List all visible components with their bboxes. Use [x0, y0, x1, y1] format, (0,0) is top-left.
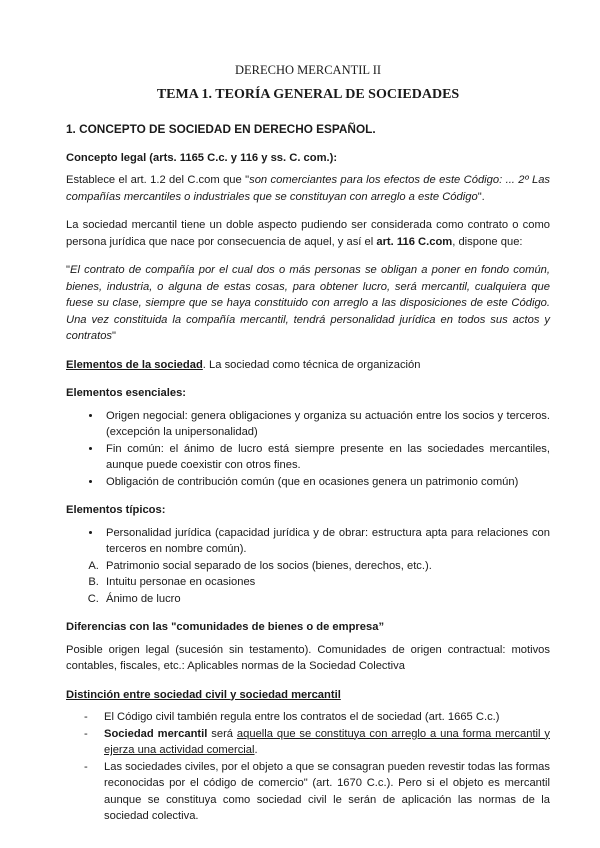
quote-mark: " — [112, 330, 117, 342]
text: . — [254, 744, 258, 756]
list-item: C. Ánimo de lucro — [102, 591, 550, 608]
underlined-text: aquella que se constituya con arreglo a una forma mercantil y ejerza una actividad comercial — [104, 727, 550, 756]
list-item: • Origen negocial: genera obligaciones y organiza su actuación entre los socios y terceros. (excepción la unipersonalidad) — [102, 408, 550, 441]
elementos-sociedad-line — [66, 357, 550, 374]
text: . La sociedad como técnica de organización — [202, 358, 421, 371]
quote-art-116 — [66, 262, 550, 345]
course-header: DERECHO MERCANTIL II — [234, 63, 382, 77]
bold-term: Sociedad mercantil — [104, 727, 208, 740]
list-item: • Obligación de contribución común (que en ocasiones genera un patrimonio común) — [102, 474, 550, 491]
elementos-heading: Elementos de la sociedad — [66, 358, 203, 371]
tipicos-lettered-list — [66, 558, 550, 608]
text: será — [207, 727, 237, 740]
list-item: - El Código civil también regula entre los contratos el de sociedad (art. 1665 C.c.) — [100, 709, 550, 726]
diferencias-heading: Diferencias con las "comunidades de bienes o de empresa” — [66, 621, 385, 633]
list-item: • Personalidad jurídica (capacidad jurídica y de obrar: estructura apta para relaciones con terceros en nombre común). — [102, 525, 550, 558]
esenciales-list — [66, 408, 550, 491]
list-item: • Fin común: el ánimo de lucro está siempre presente en las sociedades mercantiles, aunque puede coexistir con otros fines. — [102, 441, 550, 474]
quoted-text: son comerciantes para los efectos de este Código: ... 2º Las compañías mercantiles o industriales que se constituyan con arreglo a este Código — [66, 174, 551, 203]
distincion-heading-text: Distinción entre sociedad civil y sociedad mercantil — [66, 688, 341, 701]
list-item: - Las sociedades civiles, por el objeto a que se consagran pueden revestir todas las formas reconocidas por el código de comercio" (art. 1670 C.c.). Pero si el objeto es mercantil aunque se constituya como sociedad civil le serán de aplicación las normas de la sociedad colectiva. — [100, 759, 550, 825]
concepto-legal-heading: Concepto legal (arts. 1165 C.c. y 116 y ss. C. com.): — [66, 151, 338, 164]
tipicos-bullet-list — [66, 525, 550, 558]
quote-mark: " — [66, 264, 70, 276]
text: La sociedad mercantil tiene un doble aspecto pudiendo ser considerada como contrato o como persona jurídica que nace por consecuencia de aquel, y así el — [66, 219, 550, 248]
page-title: TEMA 1. TEORÍA GENERAL DE SOCIEDADES — [156, 86, 460, 102]
esenciales-heading: Elementos esenciales: — [66, 387, 187, 399]
bold-reference: art. 116 C.com — [376, 235, 453, 248]
paragraph-doble-aspecto — [66, 217, 550, 250]
tipicos-heading: Elementos típicos: — [66, 504, 166, 516]
distincion-list — [66, 709, 550, 825]
list-item — [100, 726, 550, 759]
list-item: B. Intuitu personae en ocasiones — [102, 574, 550, 591]
distincion-heading — [66, 687, 550, 704]
section-heading: 1. CONCEPTO DE SOCIEDAD EN DERECHO ESPAÑOL. — [66, 122, 376, 136]
quoted-text: El contrato de compañía por el cual dos o más personas se obligan a poner en fondo común, bienes, industria, o alguna de estas cosas, para obtener lucro, será mercantil, cualquiera que fuese su clase, siempre que se haya constituido con arreglo a las disposiciones de este Código. Una vez constituida la compañía mercantil, tendrá personalidad jurídica en todos sus actos y contratos — [66, 264, 550, 342]
diferencias-paragraph: Posible origen legal (sucesión sin testamento). Comunidades de origen contractual: motivos contables, fiscales, etc.: Aplicables normas de la Sociedad Colectiva — [66, 643, 550, 672]
text: ". — [477, 190, 485, 203]
text: Establece el art. 1.2 del C.com que " — [66, 174, 250, 186]
text: , dispone que: — [452, 235, 523, 248]
paragraph-art-1-2 — [66, 172, 550, 205]
list-item: A. Patrimonio social separado de los socios (bienes, derechos, etc.). — [102, 558, 550, 575]
